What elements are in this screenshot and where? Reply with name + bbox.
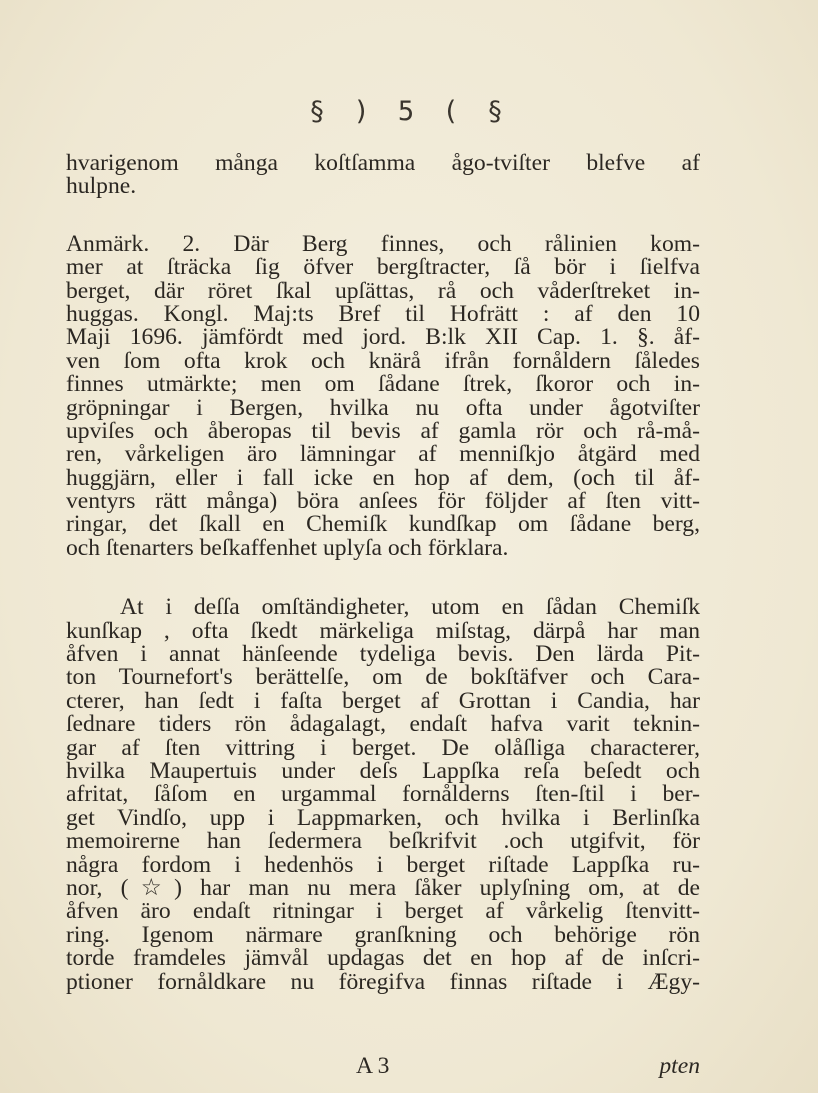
paragraph-1: [66, 152, 700, 199]
paragraph-2: [66, 233, 700, 560]
text-line: ſednare tiders rön ådagalagt, endaſt hafva varit teknin-: [66, 713, 700, 737]
text-line: hvilka Maupertuis under deſs Lappſka reſa beſedt och: [66, 759, 700, 784]
text-line: get Vindſo, upp i Lappmarken, och hvilka i Berlinſka: [66, 806, 700, 831]
catchword: pten: [659, 1053, 700, 1079]
page-header: § ) 5 ( §: [308, 96, 510, 127]
text-line: gröpningar i Bergen, hvilka nu ofta under ågotviſter: [66, 396, 700, 420]
text-line: At i deſſa omſtändigheter, utom en ſådan Chemiſk: [120, 596, 700, 620]
text-line: Maji 1696. jämfördt med jord. B:lk XII Cap. 1. §. åf-: [66, 326, 700, 350]
text-line: ren, vårkeligen äro lämningar af menniſkjo åtgärd med: [66, 443, 700, 467]
text-line: gar af ſten vittring i berget. De olåſliga characterer,: [66, 736, 700, 760]
text-line: upviſes och åberopas til bevis af gamla rör och rå-må-: [66, 419, 700, 444]
text-line: hulpne.: [66, 175, 137, 199]
text-line: hvarigenom många koſtſamma ågo-tviſter blefve af: [66, 152, 700, 176]
text-line: ventyrs rätt många) böra anſees för följder af ſten vitt-: [66, 490, 700, 514]
text-line: ringar, det ſkall en Chemiſk kundſkap om ſådane berg,: [66, 513, 700, 537]
text-line: memoirerne han ſedermera beſkrifvit .och utgifvit, för: [66, 830, 700, 854]
body-text: [66, 152, 700, 994]
text-line: berget, där röret ſkal upſättas, rå och våderſtreket in-: [66, 279, 700, 303]
text-line: ton Tournefort's berättelſe, om de bokſtäfver och Cara-: [66, 666, 700, 690]
text-line: cterer, han ſedt i faſta berget af Grottan i Candia, har: [66, 689, 700, 714]
text-line: afritat, ſåſom en urgammal fornålderns ſten-ſtil i ber-: [66, 783, 700, 807]
text-line: huggas. Kongl. Maj:ts Bref til Hofrätt : af den 10: [66, 302, 700, 327]
text-line: kunſkap , ofta ſkedt märkeliga miſstag, därpå har man: [66, 619, 700, 644]
paragraph-gap: [66, 199, 700, 233]
text-line: Anmärk. 2. Där Berg finnes, och rålinien kom-: [66, 232, 700, 257]
signature-mark: A 3: [356, 1053, 390, 1079]
text-line: ring. Igenom närmare granſkning och behörige rön: [66, 923, 700, 948]
text-line: mer at ſträcka ſig öfver bergſtracter, ſå bör i ſielfva: [66, 256, 700, 280]
text-line: finnes utmärkte; men om ſådane ſtrek, ſkoror och in-: [66, 373, 700, 397]
text-line: åfven äro endaſt ritningar i berget af vårkelig ſtenvitt-: [66, 900, 700, 924]
text-line: ptioner fornåldkare nu föregifva finnas riſtade i Ægy-: [66, 970, 700, 994]
page-footer: [66, 1053, 700, 1079]
text-line: huggjärn, eller i fall icke en hop af dem, (och til åf-: [66, 466, 700, 491]
paragraph-3: [66, 596, 700, 994]
text-line: torde framdeles jämvål updagas det en hop af de inſcri-: [66, 947, 700, 971]
text-line: och ſtenarters beſkaffenhet uplyſa och förklara.: [66, 536, 509, 561]
text-line: åfven i annat hänſeende tydeliga bevis. Den lärda Pit-: [66, 643, 700, 667]
text-line: några fordom i hedenhös i berget riſtade Lappſka ru-: [66, 853, 700, 877]
text-line: ven ſom ofta krok och knärå ifrån fornåldern ſåledes: [66, 349, 700, 374]
text-line: nor, (☆) har man nu mera ſåker uplyſning om, at de: [66, 876, 700, 901]
paragraph-gap: [66, 560, 700, 596]
